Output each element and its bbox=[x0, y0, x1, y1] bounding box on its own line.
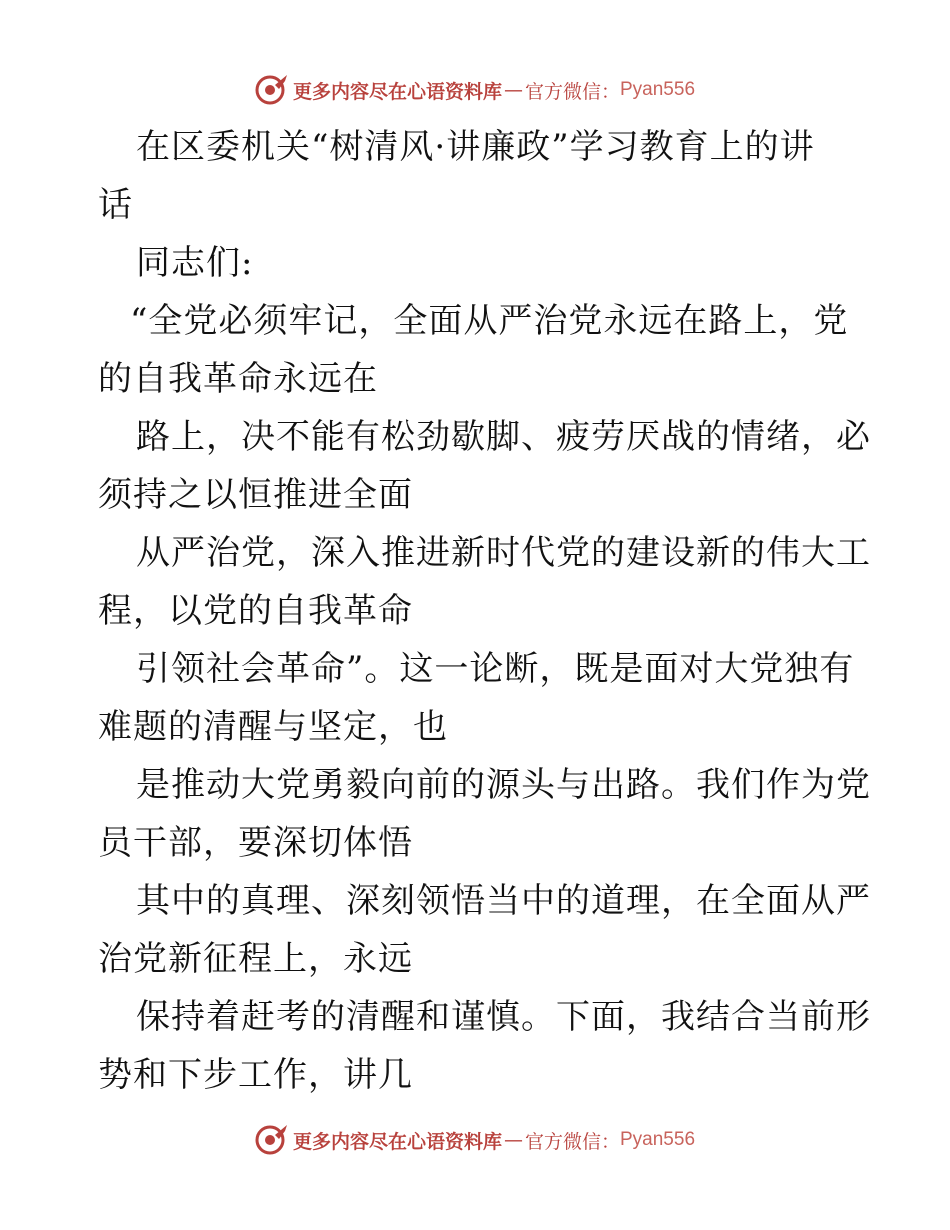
watermark-dash: — bbox=[503, 1129, 523, 1151]
document-body bbox=[98, 118, 871, 1104]
paragraph-line: 其中的真理、深刻领悟当中的道理，在全面从严 bbox=[136, 881, 871, 921]
pen-logo-icon bbox=[255, 1123, 289, 1157]
watermark-sub-text: 官方微信： bbox=[524, 80, 620, 103]
watermark-sub-text: 官方微信： bbox=[524, 1130, 620, 1153]
paragraph-line: 治党新征程上，永远 bbox=[98, 939, 413, 979]
paragraph-line: 路上，决不能有松劲歇脚、疲劳厌战的情绪，必 bbox=[136, 417, 871, 457]
watermark-wechat-id: Pyan556 bbox=[620, 79, 696, 100]
pen-logo-icon bbox=[255, 73, 289, 107]
watermark-dash: — bbox=[503, 79, 523, 101]
watermark-main-text: 更多内容尽在心语资料库 bbox=[292, 80, 502, 103]
title-line-2: 话 bbox=[98, 185, 133, 225]
paragraph-line: 程，以党的自我革命 bbox=[98, 591, 413, 631]
paragraph-line: 难题的清醒与坚定，也 bbox=[98, 707, 448, 747]
paragraph-line: 从严治党，深入推进新时代党的建设新的伟大工 bbox=[136, 533, 871, 573]
watermark-header bbox=[0, 70, 950, 110]
paragraph-line: 引领社会革命”。这一论断，既是面对大党独有 bbox=[136, 649, 855, 689]
paragraph-line: 保持着赶考的清醒和谨慎。下面，我结合当前形 bbox=[136, 997, 871, 1037]
salutation: 同志们: bbox=[136, 243, 254, 283]
paragraph-line: 员干部，要深切体悟 bbox=[98, 823, 413, 863]
paragraph-line: “全党必须牢记，全面从严治党永远在路上，党 bbox=[130, 301, 849, 341]
watermark-footer bbox=[0, 1120, 950, 1160]
paragraph-line: 须持之以恒推进全面 bbox=[98, 475, 413, 515]
watermark-main-text: 更多内容尽在心语资料库 bbox=[292, 1130, 502, 1153]
paragraph-line: 势和下步工作，讲几 bbox=[98, 1055, 413, 1095]
paragraph-line: 的自我革命永远在 bbox=[98, 359, 378, 399]
paragraph-line: 是推动大党勇毅向前的源头与出路。我们作为党 bbox=[136, 765, 871, 805]
watermark-wechat-id: Pyan556 bbox=[620, 1129, 696, 1150]
title-line-1: 在区委机关“树清风·讲廉政”学习教育上的讲 bbox=[136, 127, 815, 167]
